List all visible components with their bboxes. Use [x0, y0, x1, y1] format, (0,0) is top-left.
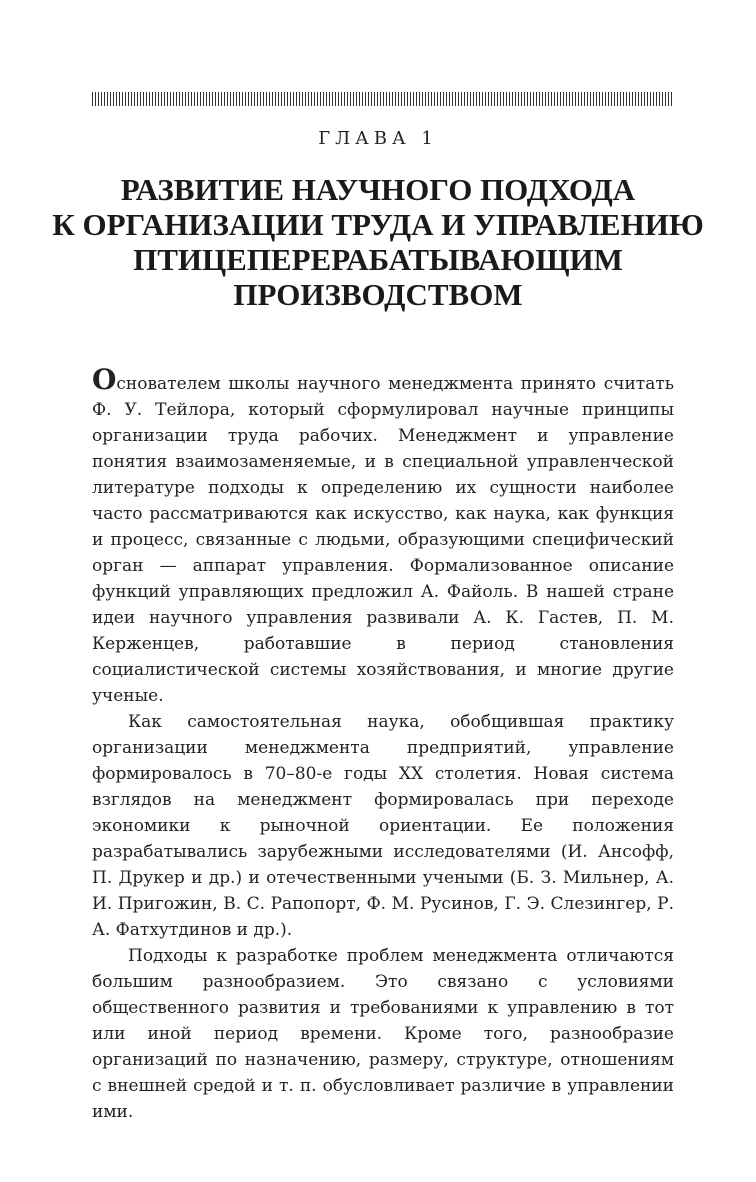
- paragraph-1: [92, 363, 674, 709]
- chapter-title-line: РАЗВИТИЕ НАУЧНОГО ПОДХОДА: [120, 172, 636, 207]
- chapter-label: ГЛАВА 1: [318, 128, 438, 149]
- chapter-title-line: ПТИЦЕПЕРЕРАБАТЫВАЮЩИМ: [133, 242, 623, 277]
- decorative-header-rule: [92, 92, 674, 106]
- paragraph-3: Подходы к разработке проблем менеджмента отличаются большим разнообразием. Это связано с условиями общественного развития и требованиями к управлению в тот или иной период времени. Кроме того, разнообразие организаций по назначению, размеру, структуре, отношениям с внешней средой и т. п. обусловливает различие в управлении ими.: [92, 946, 674, 1122]
- drop-cap: О: [92, 363, 117, 396]
- body-text: [92, 363, 674, 1125]
- chapter-title-line: ПРОИЗВОДСТВОМ: [233, 277, 523, 312]
- chapter-title: [0, 172, 756, 312]
- paragraph-1-text: снователем школы научного менеджмента принято считать Ф. У. Тейлора, который сформулировал научные принципы организации труда рабочих. Менеджмент и управление понятия взаимозаменяемые, и в специальной управленческой литературе подходы к определению их сущности наиболее часто рассматриваются как искусство, как наука, как функция и процесс, связанные с людьми, образующими специфический орган — аппарат управления. Формализованное описание функций управляющих предложил А. Файоль. В нашей стране идеи научного управления развивали А. К. Гастев, П. М. Керженцев, работавшие в период становления социалистической системы хозяйствования, и многие другие ученые.: [92, 374, 674, 706]
- paragraph-2: Как самостоятельная наука, обобщившая практику организации менеджмента предприятий, управление формировалось в 70–80-е годы XX столетия. Новая система взглядов на менеджмент формировалась при переходе экономики к рыночной ориентации. Ее положения разрабатывались зарубежными исследователями (И. Ансофф, П. Друкер и др.) и отечественными учеными (Б. З. Мильнер, А. И. Пригожин, В. С. Рапопорт, Ф. М. Русинов, Г. Э. Слезингер, Р. А. Фатхутдинов и др.).: [92, 712, 674, 940]
- chapter-title-line: К ОРГАНИЗАЦИИ ТРУДА И УПРАВЛЕНИЮ: [52, 207, 704, 242]
